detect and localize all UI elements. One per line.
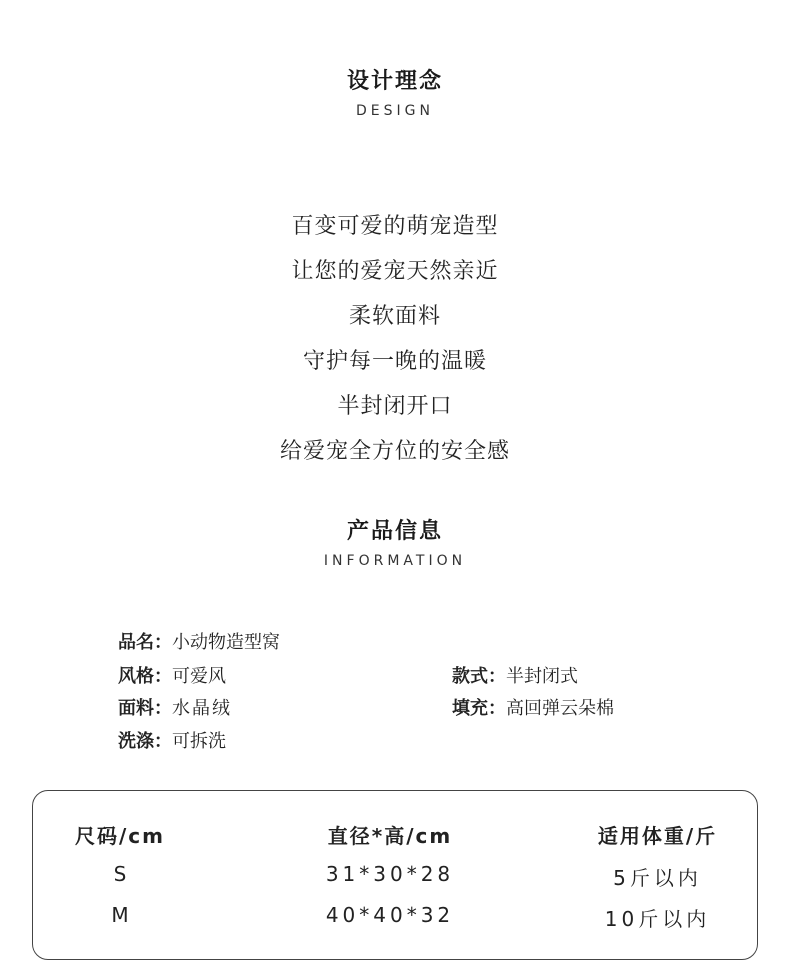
info-value: 可拆洗	[172, 731, 226, 752]
info-item-fabric	[118, 694, 232, 720]
table-cell-dimensions: 31*30*28	[325, 862, 455, 886]
table-cell-size: M	[111, 903, 129, 927]
info-key: 品名：	[118, 632, 172, 653]
table-header-dimensions: 直径*高/cm	[327, 824, 453, 848]
info-key: 风格：	[118, 666, 172, 687]
design-subtitle: DESIGN	[356, 103, 434, 119]
table-cell-weight: 5斤以内	[613, 866, 702, 890]
table-cell-size: S	[113, 862, 127, 886]
table-cell-dimensions: 40*40*32	[325, 903, 455, 927]
design-line-1: 百变可爱的萌宠造型	[291, 214, 499, 239]
info-value: 高回弹云朵棉	[506, 698, 614, 719]
design-line-5: 半封闭开口	[337, 394, 453, 419]
info-key: 款式：	[452, 666, 506, 687]
info-value: 小动物造型窝	[172, 632, 280, 653]
design-line-4: 守护每一晚的温暖	[302, 349, 487, 374]
info-key: 洗涤：	[118, 731, 172, 752]
info-item-name	[118, 628, 280, 654]
info-key: 填充：	[452, 698, 506, 719]
table-cell-weight: 10斤以内	[604, 907, 711, 931]
design-line-3: 柔软面料	[348, 304, 441, 329]
table-header-weight: 适用体重/斤	[597, 824, 718, 848]
info-item-filling	[452, 694, 614, 720]
info-value: 半封闭式	[506, 666, 578, 687]
design-title: 设计理念	[346, 69, 443, 94]
design-line-6: 给爱宠全方位的安全感	[279, 439, 510, 464]
information-subtitle: INFORMATION	[323, 553, 467, 569]
info-value: 水晶绒	[172, 698, 232, 719]
info-item-type	[452, 662, 578, 688]
table-header-size: 尺码/cm	[75, 824, 165, 848]
design-line-2: 让您的爱宠天然亲近	[291, 259, 499, 284]
information-title: 产品信息	[346, 519, 443, 544]
info-item-style	[118, 662, 226, 688]
info-key: 面料：	[118, 698, 172, 719]
info-item-washing	[118, 727, 226, 753]
info-value: 可爱风	[172, 666, 226, 687]
